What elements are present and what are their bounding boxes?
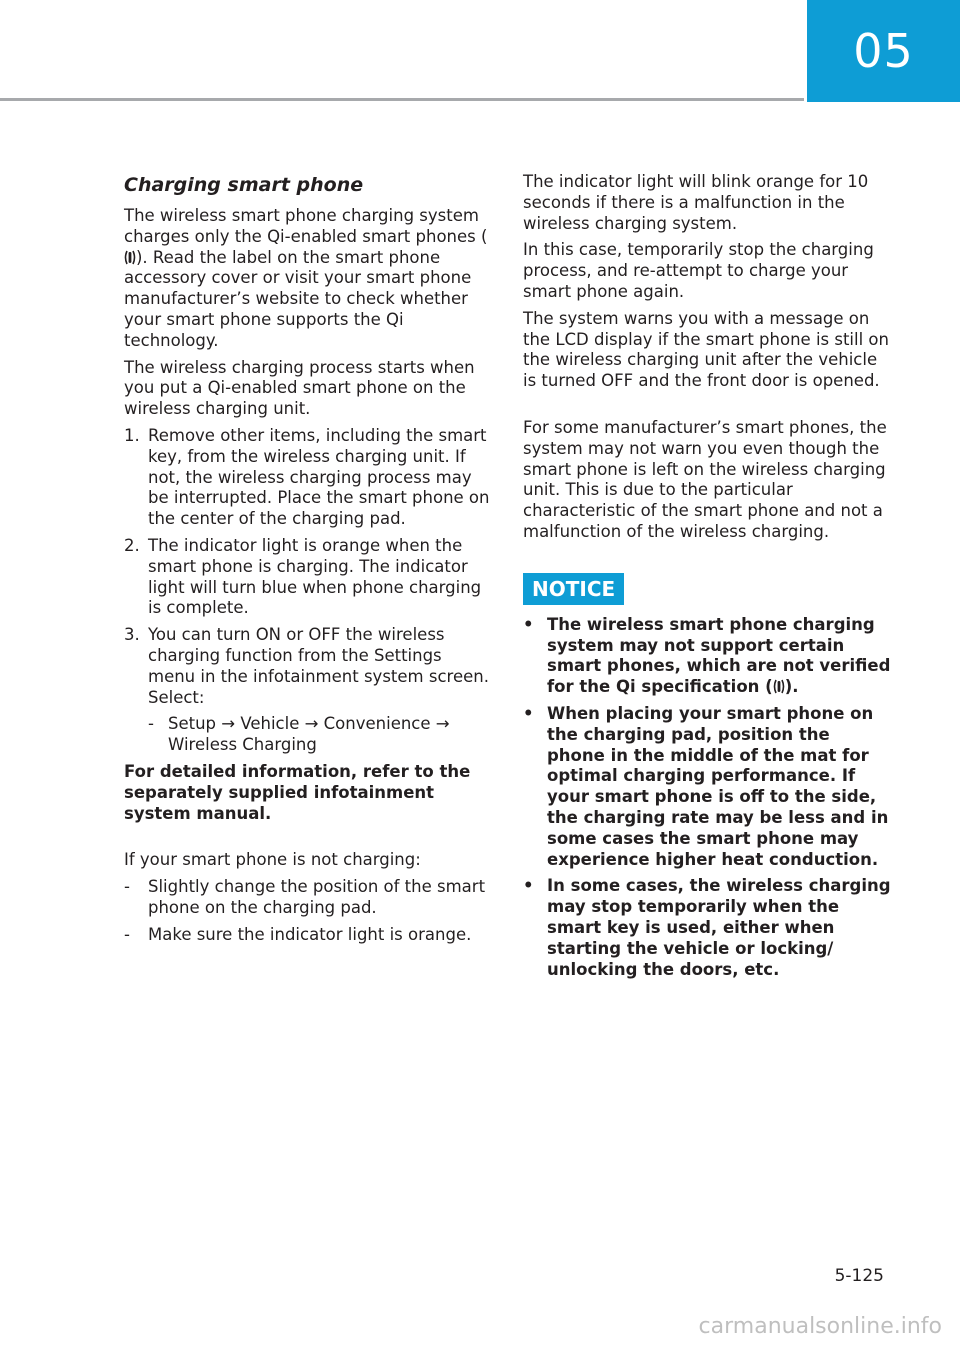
page-number: 5-125 [834,1266,884,1286]
right-column [523,172,893,986]
process-paragraph: The wireless charging process starts when you put a Qi-enabled smart phone on the wireless charging unit. [124,357,475,419]
watermark: carmanualsonline.info [698,1314,942,1339]
warning-paragraph: The system warns you with a message on the LCD display if the smart phone is still on the wireless charging unit after the vehicle is turned OFF and the front door is opened. [523,308,889,391]
list-item: - Slightly change the position of the smart phone on the charging pad. [124,877,486,917]
notice-bullet: • In some cases, the wireless charging may stop temporarily when the smart key is used, either when starting the vehicle or locking/ unlocking the doors, etc. [523,876,891,979]
step-item: 1. Remove other items, including the smart key, from the wireless charging unit. If not, the wireless charging process may be interrupted. Place the smart phone on the center of the charging pad. [124,425,490,529]
intro-paragraph: The wireless smart phone charging system charges only the Qi-enabled smart phones (). Read the label on the smart phone accessory cover or visit your smart phone manufacturer’s website to check whether your smart phone supports the Qi technology. [124,206,488,350]
not-charging-paragraph: If your smart phone is not charging: [124,850,421,870]
notice-label: NOTICE [523,573,624,605]
step-item: 2. The indicator light is orange when the smart phone is charging. The indicator light will turn blue when phone charging is complete. [124,535,482,618]
chapter-number: 05 [853,24,914,78]
section-heading: Charging smart phone [124,174,364,196]
settings-path: - Setup → Vehicle → Convenience → Wireless Charging [148,714,450,755]
header-rule [0,98,804,101]
malfunction-paragraph: The indicator light will blink orange for 10 seconds if there is a malfunction in the wireless charging system. [523,172,869,233]
manufacturer-paragraph: For some manufacturer’s smart phones, the system may not warn you even though the smart phone is left on the wireless charging unit. This is due to the particular characteristic of the smart phone and not a malfunction of the wireless charging. [523,417,887,541]
left-column [124,172,490,952]
step-item: 3. You can turn ON or OFF the wireless charging function from the Settings menu in the infotainment system screen. Select: [124,625,489,707]
notice-bullet: • When placing your smart phone on the charging pad, position the phone in the middle of the mat for optimal charging performance. If your smart phone is off to the side, the charging rate may be less and in some cases the smart phone may experience higher heat conduction. [523,703,889,869]
retry-paragraph: In this case, temporarily stop the charging process, and re-attempt to charge your smart phone again. [523,240,874,301]
qi-wireless-icon [124,249,136,266]
notice-bullet: • The wireless smart phone charging system may not support certain smart phones, which are not verified for the Qi specification ( ). [523,614,891,697]
chapter-tab [807,0,960,102]
list-item: - Make sure the indicator light is orange. [124,924,472,944]
infotainment-note: For detailed information, refer to the separately supplied infotainment system manual. [124,761,471,823]
qi-wireless-icon [773,678,785,695]
